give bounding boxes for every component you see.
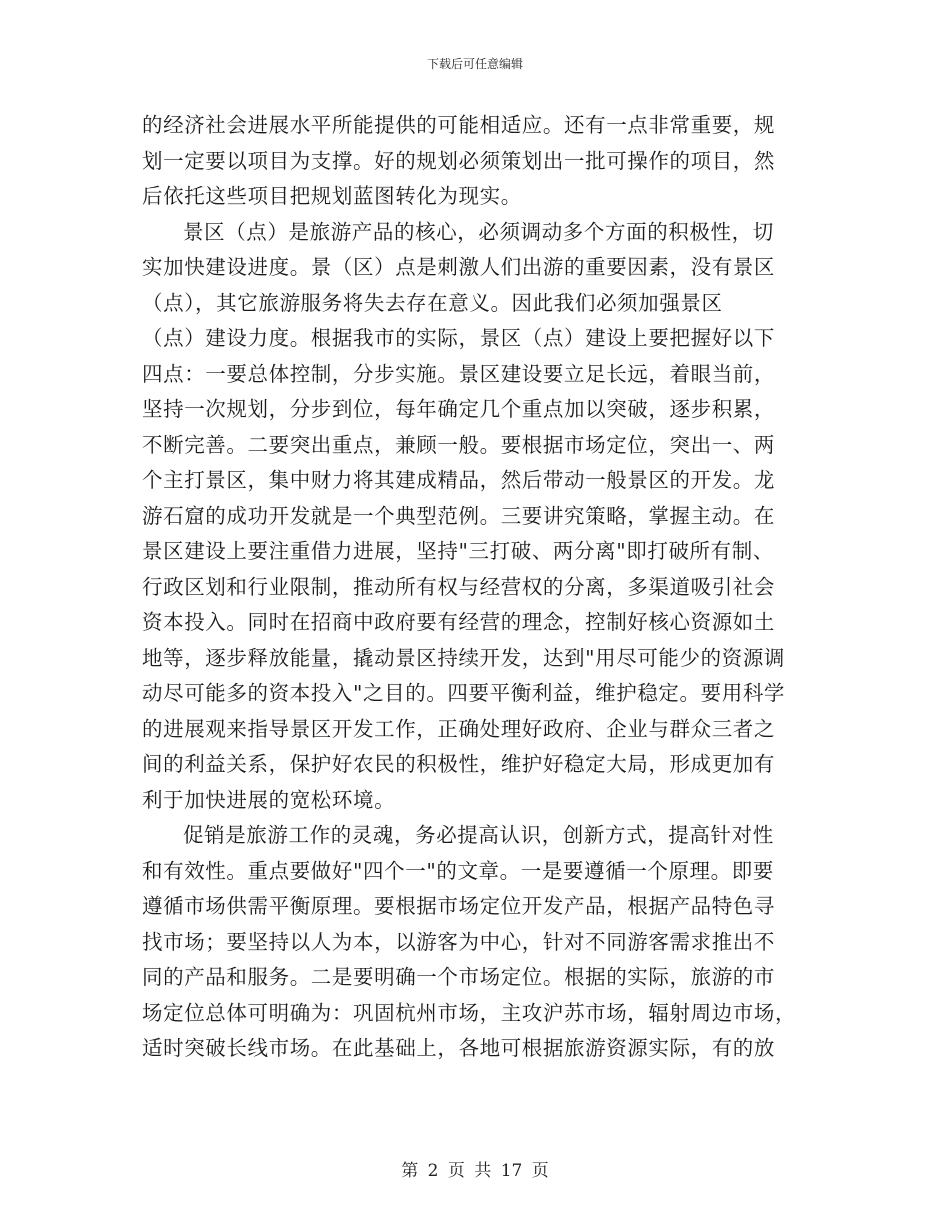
paragraph-start-line: 促销是旅游工作的灵魂，务必提高认识，创新方式，提高针对性 xyxy=(183,823,774,847)
text-line: （点），其它旅游服务将失去存在意义。因此我们必须加强景区 xyxy=(142,290,723,315)
page-number: 第 2 页 共 17 页 xyxy=(401,1161,549,1181)
text-line: 的进展观来指导景区开发工作，正确处理好政府、企业与群众三者之 xyxy=(142,716,775,741)
text-line: 适时突破长线市场。在此基础上，各地可根据旅游资源实际，有的放 xyxy=(142,1036,775,1060)
text-line: 动尽可能多的资本投入"之目的。四要平衡利益，维护稳定。要用科学 xyxy=(142,681,786,705)
text-line: 景区建设上要注重借力进展，坚持"三打破、两分离"即打破所有制、 xyxy=(142,539,774,563)
text-line: 利于加快进展的宽松环境。 xyxy=(142,787,396,812)
text-line: 个主打景区，集中财力将其建成精品，然后带动一般景区的开发。龙 xyxy=(142,468,775,492)
text-line: 遵循市场供需平衡原理。要根据市场定位开发产品，根据产品特色寻 xyxy=(142,894,775,918)
text-line: 坚持一次规划，分步到位，每年确定几个重点加以突破，逐步积累， xyxy=(142,397,775,421)
page-header: 下载后可任意编辑 xyxy=(426,57,523,71)
text-line: 场定位总体可明确为：巩固杭州市场，主攻沪苏市场，辐射周边市场， xyxy=(142,1000,797,1025)
text-line: 实加快建设进度。景（区）点是刺激人们出游的重要因素，没有景区 xyxy=(142,255,775,279)
paragraph-start-line: 景区（点）是旅游产品的核心，必须调动多个方面的积极性，切 xyxy=(183,219,774,244)
text-line: 资本投入。同时在招商中政府要有经营的理念，控制好核心资源如土 xyxy=(142,610,775,634)
text-line: 划一定要以项目为支撑。好的规划必须策划出一批可操作的项目，然 xyxy=(142,148,775,173)
text-line: 行政区划和行业限制，推动所有权与经营权的分离，多渠道吸引社会 xyxy=(142,574,775,599)
text-line: 不断完善。二要突出重点，兼顾一般。要根据市场定位，突出一、两 xyxy=(142,432,775,457)
text-line: （点）建设力度。根据我市的实际，景区（点）建设上要把握好以下 xyxy=(142,326,775,350)
text-line: 同的产品和服务。二是要明确一个市场定位。根据的实际，旅游的市 xyxy=(142,965,775,989)
text-line: 后依托这些项目把规划蓝图转化为现实。 xyxy=(142,184,522,208)
text-line: 四点：一要总体控制，分步实施。景区建设要立足长远，着眼当前， xyxy=(142,361,775,386)
document-body xyxy=(142,108,802,1067)
text-line: 地等，逐步释放能量，撬动景区持续开发，达到"用尽可能少的资源调 xyxy=(142,645,786,670)
text-line: 的经济社会进展水平所能提供的可能相适应。还有一点非常重要，规 xyxy=(142,113,775,137)
text-line: 和有效性。重点要做好"四个一"的文章。一是要遵循一个原理。即要 xyxy=(142,858,774,883)
text-line: 找市场；要坚持以人为本，以游客为中心，针对不同游客需求推出不 xyxy=(142,929,775,954)
text-line: 游石窟的成功开发就是一个典型范例。三要讲究策略，掌握主动。在 xyxy=(142,503,775,528)
text-line: 间的利益关系，保护好农民的积极性，维护好稳定大局，形成更加有 xyxy=(142,752,775,776)
